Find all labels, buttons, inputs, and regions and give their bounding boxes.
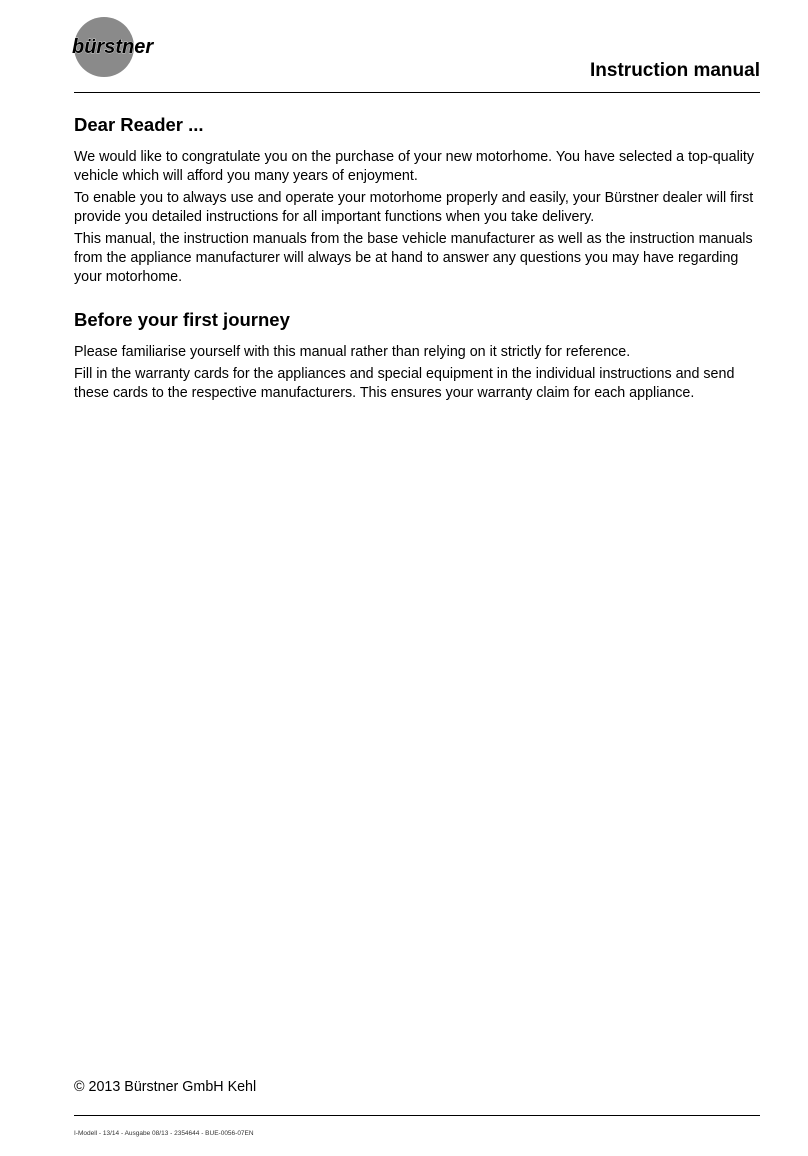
logo-wordmark: bürstner <box>72 36 154 58</box>
brand-logo <box>70 16 182 78</box>
section-heading: Before your first journey <box>74 309 290 330</box>
footer-divider <box>74 1115 760 1116</box>
brand-logo-mark <box>70 16 182 78</box>
section-before-first-journey <box>74 307 760 403</box>
paragraph: This manual, the instruction manuals from the base vehicle manufacturer as well as the instruction manuals from the appliance manufacturer will always be at hand to answer any questions you may have regarding your motorhome. <box>74 231 753 285</box>
paragraph: We would like to congratulate you on the purchase of your new motorhome. You have selected a top-quality vehicle which will afford you many years of enjoyment. <box>74 149 755 184</box>
page-header-title: Instruction manual <box>590 60 760 81</box>
section-dear-reader <box>74 112 760 287</box>
document-code: I-Modell - 13/14 - Ausgabe 08/13 - 2354644 - BUE-0056-07EN <box>74 1130 254 1137</box>
main-content <box>74 112 760 406</box>
header-divider <box>74 92 760 93</box>
copyright-notice: © 2013 Bürstner GmbH Kehl <box>74 1079 257 1095</box>
section-heading: Dear Reader ... <box>74 114 204 135</box>
paragraph: Fill in the warranty cards for the appliances and special equipment in the individual instructions and send these cards to the respective manufacturers. This ensures your warranty claim for each appliance. <box>74 366 735 401</box>
paragraph: Please familiarise yourself with this manual rather than relying on it strictly for reference. <box>74 344 631 360</box>
paragraph: To enable you to always use and operate your motorhome properly and easily, your Bürstner dealer will first provide you detailed instructions for all important functions when you take delivery. <box>74 190 754 225</box>
